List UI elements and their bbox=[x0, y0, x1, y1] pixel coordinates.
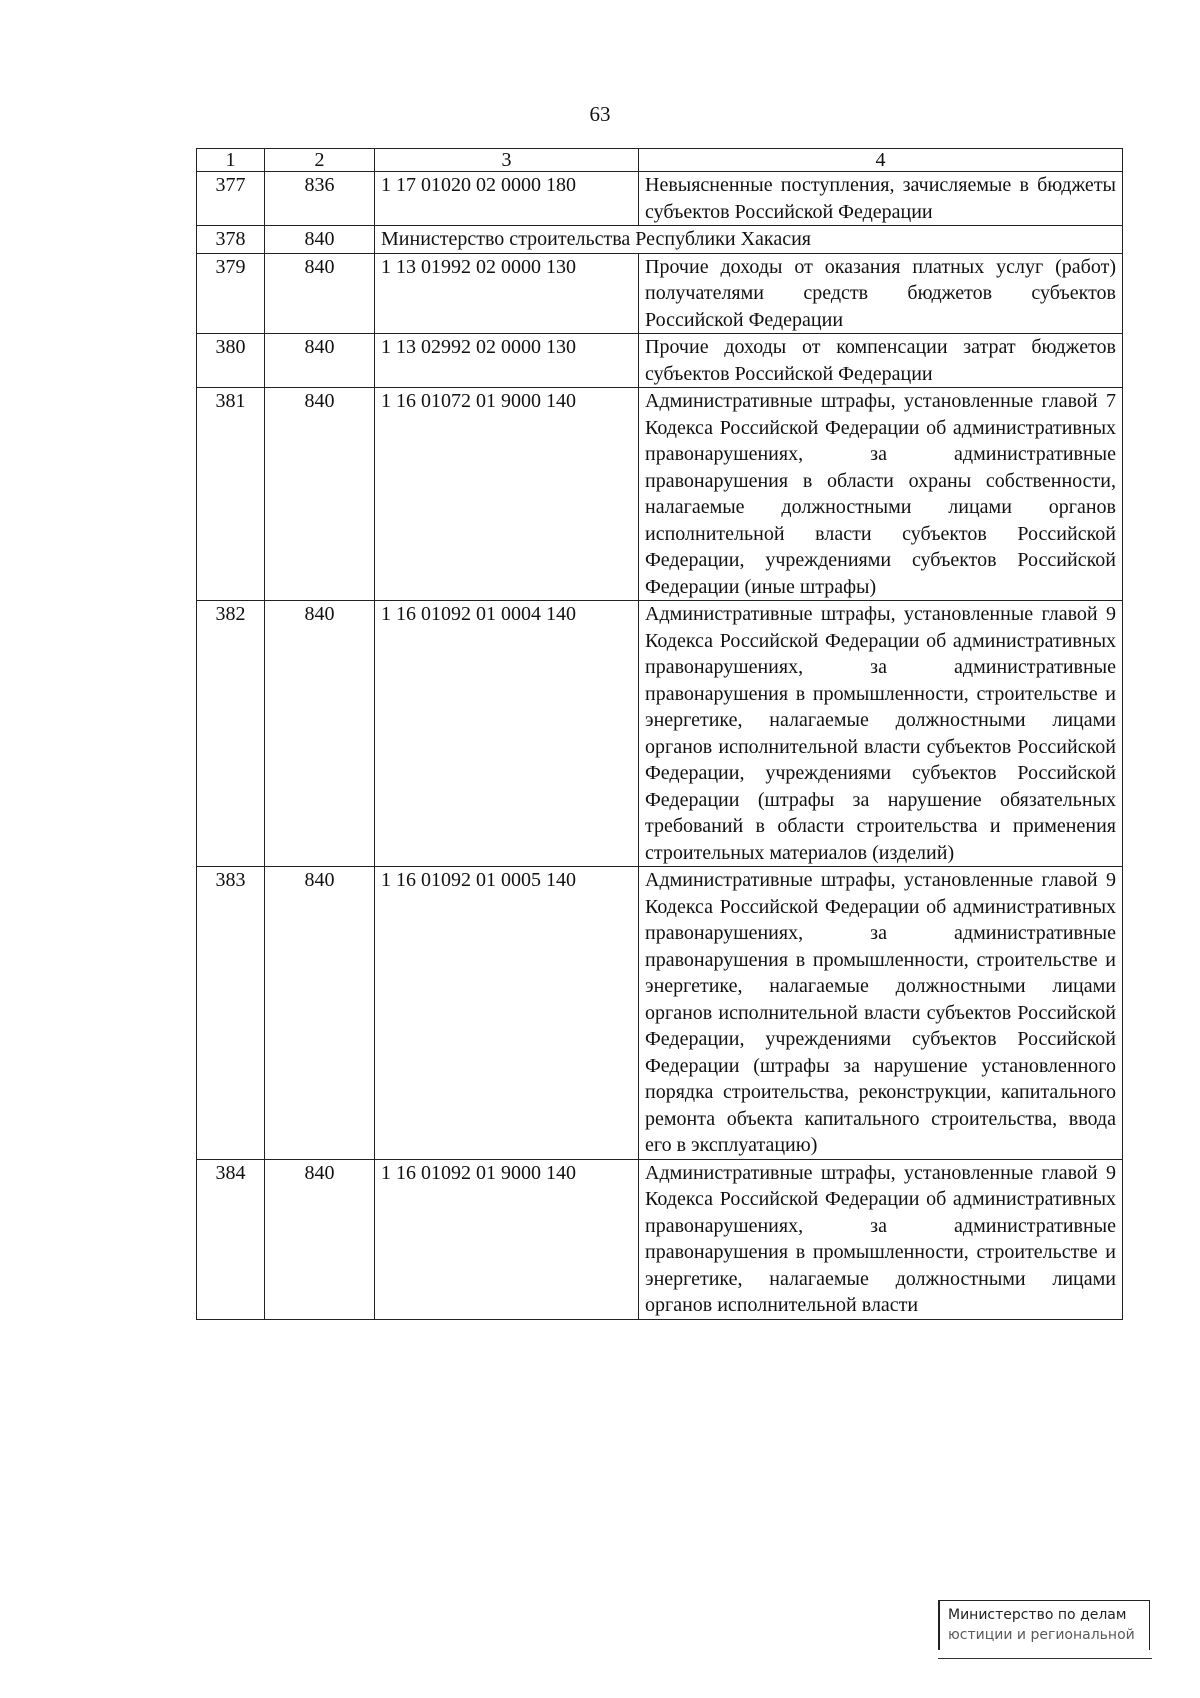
table-row bbox=[197, 334, 1123, 388]
revenue-code: 1 16 01092 01 9000 140 bbox=[375, 1159, 639, 1319]
admin-code: 840 bbox=[265, 1159, 375, 1319]
table-row bbox=[197, 601, 1123, 867]
revenue-description: Прочие доходы от компенсации затрат бюджетов субъектов Российской Федерации bbox=[639, 334, 1123, 388]
stamp-line-2: юстиции и региональной bbox=[948, 1627, 1135, 1643]
header-col-4: 4 bbox=[639, 149, 1123, 172]
revenue-description: Прочие доходы от оказания платных услуг (работ) получателями средств бюджетов субъектов Российской Федерации bbox=[639, 253, 1123, 334]
row-number: 383 bbox=[197, 867, 265, 1160]
ministry-stamp bbox=[938, 1600, 1150, 1650]
row-number: 379 bbox=[197, 253, 265, 334]
revenue-code: 1 13 02992 02 0000 130 bbox=[375, 334, 639, 388]
revenue-code: 1 16 01092 01 0004 140 bbox=[375, 601, 639, 867]
admin-code: 840 bbox=[265, 388, 375, 601]
table-row bbox=[197, 172, 1123, 226]
revenue-description: Административные штрафы, установленные главой 9 Кодекса Российской Федерации об административных правонарушениях, за административные правонарушения в промышленности, строительстве и энергетике, налагаемые должностными лицами органов исполнительной власти bbox=[639, 1159, 1123, 1319]
revenue-code: 1 16 01072 01 9000 140 bbox=[375, 388, 639, 601]
row-number: 384 bbox=[197, 1159, 265, 1319]
admin-code: 836 bbox=[265, 172, 375, 226]
table-header-row bbox=[197, 149, 1123, 172]
table-row bbox=[197, 253, 1123, 334]
row-number: 378 bbox=[197, 226, 265, 254]
row-number: 380 bbox=[197, 334, 265, 388]
row-number: 382 bbox=[197, 601, 265, 867]
revenue-code: 1 13 01992 02 0000 130 bbox=[375, 253, 639, 334]
stamp-underline bbox=[938, 1658, 1152, 1659]
revenue-code: 1 17 01020 02 0000 180 bbox=[375, 172, 639, 226]
admin-code: 840 bbox=[265, 226, 375, 254]
revenue-description: Административные штрафы, установленные главой 7 Кодекса Российской Федерации об административных правонарушениях, за административные правонарушения в области охраны собственности, налагаемые должностными лицами органов исполнительной власти субъектов Российской Федерации, учреждениями субъектов Российской Федерации (иные штрафы) bbox=[639, 388, 1123, 601]
revenue-code: 1 16 01092 01 0005 140 bbox=[375, 867, 639, 1160]
revenue-description: Административные штрафы, установленные главой 9 Кодекса Российской Федерации об административных правонарушениях, за административные правонарушения в промышленности, строительстве и энергетике, налагаемые должностными лицами органов исполнительной власти субъектов Российской Федерации, учреждениями субъектов Российской Федерации (штрафы за нарушение обязательных требований в области строительства и применения строительных материалов (изделий) bbox=[639, 601, 1123, 867]
ministry-name: Министерство строительства Республики Хакасия bbox=[375, 226, 1123, 254]
admin-code: 840 bbox=[265, 334, 375, 388]
page-number: 63 bbox=[589, 102, 611, 126]
admin-code: 840 bbox=[265, 867, 375, 1160]
admin-code: 840 bbox=[265, 601, 375, 867]
header-col-3: 3 bbox=[375, 149, 639, 172]
table-row bbox=[197, 226, 1123, 254]
row-number: 381 bbox=[197, 388, 265, 601]
revenue-description: Административные штрафы, установленные главой 9 Кодекса Российской Федерации об административных правонарушениях, за административные правонарушения в промышленности, строительстве и энергетике, налагаемые должностными лицами органов исполнительной власти субъектов Российской Федерации, учреждениями субъектов Российской Федерации (штрафы за нарушение установленного порядка строительства, реконструкции, капитального ремонта объекта капитального строительства, ввода его в эксплуатацию) bbox=[639, 867, 1123, 1160]
header-col-1: 1 bbox=[197, 149, 265, 172]
header-col-2: 2 bbox=[265, 149, 375, 172]
admin-code: 840 bbox=[265, 253, 375, 334]
table-row bbox=[197, 867, 1123, 1160]
table-row bbox=[197, 1159, 1123, 1319]
stamp-line-1: Министерство по делам bbox=[948, 1607, 1127, 1623]
revenue-description: Невыясненные поступления, зачисляемые в бюджеты субъектов Российской Федерации bbox=[639, 172, 1123, 226]
revenue-codes-table bbox=[196, 148, 1123, 1320]
row-number: 377 bbox=[197, 172, 265, 226]
table-row bbox=[197, 388, 1123, 601]
